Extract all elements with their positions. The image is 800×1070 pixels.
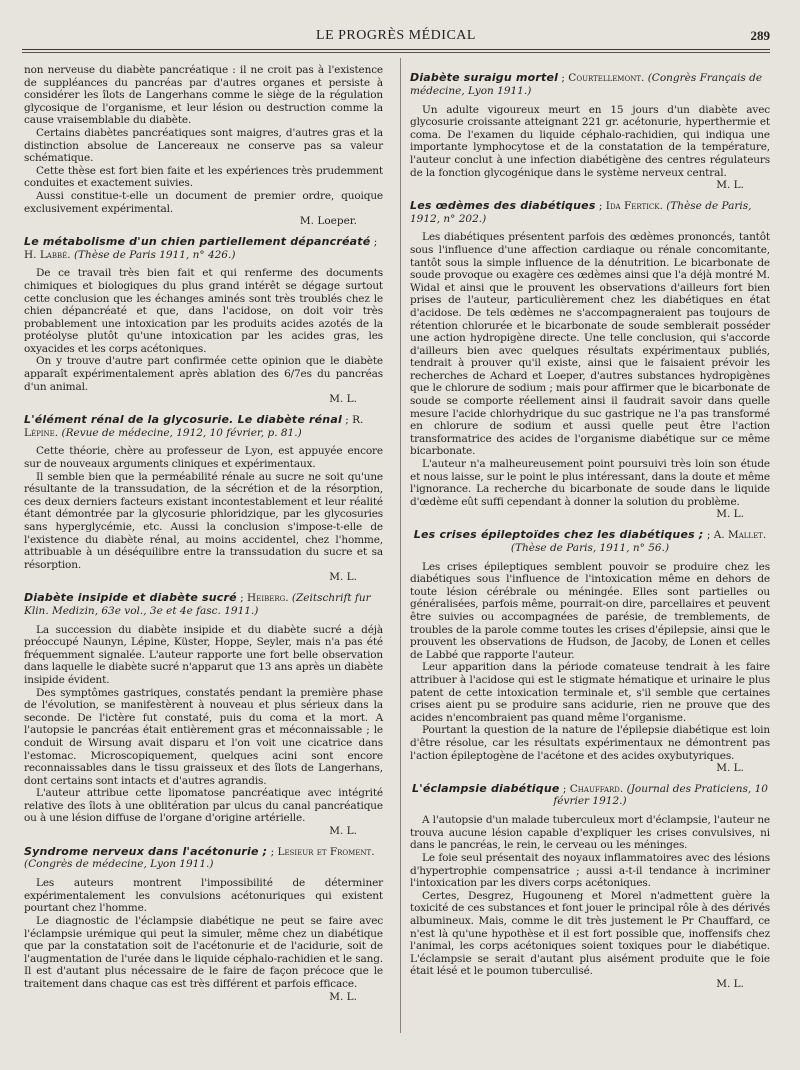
article-author: Courtellemont.: [568, 72, 645, 84]
review-article: [24, 236, 383, 406]
article-author: H. Labbé.: [24, 248, 71, 261]
signature: M. L.: [329, 990, 357, 1003]
article-source: (Congrès Français de médecine, Lyon 1911.): [410, 72, 763, 97]
review-article: [24, 414, 383, 584]
paragraph: Les crises épileptiques semblent pouvoir se produire chez les diabétiques sous l'influence de l'intoxication même en dehors de toute lésion cérébrale ou méningée. Elles sont partielles ou généralisées, parfois même, pourrait-on dire, parcellaires et peuvent être suivies ou accompagnées de parésie, de tremblements, de troubles de la parole comme toutes les crises d'épilepsie, ainsi que le prouvent les observations de Hudson, de Jacoby, de Lonen et celles de Labbé que rapporte l'auteur.: [410, 560, 770, 661]
review-article: [24, 592, 383, 838]
paragraph: non nerveuse du diabète pancréatique : il ne croit pas à l'existence de suppléances du pancréas par d'autres organes et persiste à considérer les îlots de Langerhans comme le siège de la régulation glycosique de l'organisme, et leur lésion ou destruction comme la cause vraisemblable du diabète.: [24, 64, 383, 127]
article-author: Ida Fertick.: [605, 199, 663, 212]
paragraph: Certains diabètes pancréatiques sont maigres, d'autres gras et la distinction absolue de Lancereaux ne conserve pas sa valeur schématique.: [24, 126, 383, 165]
article-title: L'éclampsie diabétique: [412, 781, 560, 795]
paragraph: A l'autopsie d'un malade tuberculeux mort d'éclampsie, l'auteur ne trouva aucune lésion capable d'expliquer les crises convulsives, ni dans le pancréas, le rein, le cerveau ou les méninges.: [410, 814, 770, 852]
running-title: LE PROGRÈS MÉDICAL: [316, 28, 476, 43]
article-source: (Thèse de Paris, 1911, n° 56.): [510, 541, 670, 554]
article-heading: L'élément rénal de la glycosurie. Le diabète rénal ; R. Lépine. (Revue de médecine, 1912, 10 février, p. 81.): [24, 412, 364, 439]
article-title: L'élément rénal de la glycosurie. Le diabète rénal: [24, 412, 342, 426]
paragraph: Les diabétiques présentent parfois des œdèmes prononcés, tantôt sous l'influence d'une affection cardiaque ou rénale concomitante, tantôt sous la simple influence de la dénutrition. Le bicarbonate de soude provoque ou exagère ces œdèmes ainsi que l'a déjà montré M. Widal et ainsi que le prouvent les observations d'ailleurs fort bien prises de l'auteur, particulièrement chez les diabétiques en état d'acidose. De tels œdèmes ne s'accompagneraient pas toujours de rétention chlorurée et le bicarbonate de soude semblerait posséder une action hydropigène directe. Une telle conclusion, qui s'accorde d'ailleurs bien avec quelques résultats expérimentaux publiés, tendrait à prouver qu'il existe, ainsi que le faisaient prévoir les recherches de Achard et Loeper, d'autres substances hydropigènes que le chlorure de sodium ; mais pour affirmer que le bicarbonate de soude se comporte réellement ainsi il faudrait savoir dans quelle mesure l'acide chlorhydrique du suc gastrique ne l'a pas transformé en chlorure de sodium et aussi quelle peut être l'action transformatrice des acides de l'organisme diabétique sur ce même bicarbonate.: [410, 231, 770, 458]
article-author: A. Mallet.: [713, 529, 767, 541]
signature: M. L.: [716, 179, 744, 192]
header-rule-thin: [22, 52, 770, 53]
article-author: Lesieur et Froment.: [277, 845, 375, 858]
paragraph: Le diagnostic de l'éclampsie diabétique ne peut se faire avec l'éclampsie urémique qui peut la simuler, même chez un diabétique que par la constatation soit de l'acétonurie et de l'acidurie, soit de l'augmentation de l'urée dans le liquide céphalo-rachidien et le sang. Il est d'autant plus nécessaire de le faire de façon précoce que le traitement dans chaque cas est très différent et parfois efficace.: [24, 915, 383, 990]
paragraph: Aussi constitue-t-elle un document de premier ordre, quoique exclusivement expérimental.: [24, 189, 383, 215]
article-source: (Journal des Praticiens, 10 février 1912.): [553, 782, 768, 808]
paragraph: Un adulte vigoureux meurt en 15 jours d'un diabète avec glycosurie croissante atteignant 221 gr. acétonurie, hyperthermie et coma. De l'examen du liquide céphalo-rachidien, qui indiqua une importante lymphocytose et de la constatation de la température, l'auteur conclut à une infection diabétigène des centres régulateurs de la fonction glycogénique dans le système nerveux central.: [410, 103, 770, 179]
review-article: [410, 72, 770, 192]
review-article: [410, 529, 770, 775]
signature: M. L.: [329, 393, 357, 406]
right-column: [410, 64, 770, 991]
paragraph: De ce travail très bien fait et qui renferme des documents chimiques et biologiques du plus grand intérêt se dégage surtout cette conclusion que les échanges aminés sont très troublés chez le chien dépancréaté et que, dans l'acidose, on doit voir très probablement une intoxication par les produits acides azotés de la protéolyse plutôt qu'une intoxication par les acides gras, les oxyacides et les corps acétoniques.: [24, 267, 383, 355]
page-header: [22, 20, 770, 50]
paragraph: Les auteurs montrent l'impossibilité de déterminer expérimentalement les convulsions acétonuriques qui existent pourtant chez l'homme.: [24, 877, 383, 915]
paragraph: Cette théorie, chère au professeur de Lyon, est appuyée encore sur de nouveaux arguments cliniques et expérimentaux.: [24, 445, 383, 471]
review-article: [410, 783, 770, 991]
page-number: 289: [750, 28, 770, 43]
signature: M. L.: [716, 978, 744, 990]
article-heading: Diabète suraigu mortel ; Courtellemont. (Congrès Français de médecine, Lyon 1911.): [410, 71, 763, 97]
paragraph: L'auteur attribue cette lipomatose pancréatique avec intégrité relative des îlots à une oblitération par ulcus du canal pancréatique ou à une lésion diffuse de l'organe d'origine artérielle.: [24, 787, 383, 825]
article-author: Chauffard.: [569, 782, 624, 795]
signature: M. L.: [329, 571, 357, 584]
paragraph: Cette thèse est fort bien faite et les expériences très prudemment conduites et exactement suivies.: [24, 164, 383, 190]
article-author: R. Lépine.: [24, 413, 364, 439]
article-heading: Diabète insipide et diabète sucré ; Heiberg. (Zeitschrift fur Klin. Medizin, 63e vol., 3e et 4e fasc. 1911.): [24, 590, 371, 617]
article-source: (Thèse de Paris 1911, n° 426.): [73, 248, 236, 261]
paragraph: Des symptômes gastriques, constatés pendant la première phase de l'évolution, se manifestèrent à nouveau et plus sérieux dans la seconde. De l'ictère fut constaté, puis du coma et la mort. A l'autopsie le pancréas était entièrement gras et méconnaissable ; le conduit de Wirsung avait disparu et l'on voit une cicatrice dans l'estomac. Microscopiquement, quelques acini sont encore reconnaissables dans le tissu graisseux et des îlots de Langerhans, dont certains sont intacts et d'autres agrandis.: [24, 686, 383, 787]
header-rule: [22, 49, 770, 50]
article-title: Les œdèmes des diabétiques: [410, 198, 596, 212]
intro-continuation: [24, 64, 383, 228]
signature: M. L.: [329, 825, 357, 838]
article-title: Le métabolisme d'un chien partiellement dépancréaté: [24, 234, 371, 248]
review-article: [24, 846, 383, 1004]
article-title: Syndrome nerveux dans l'acétonurie ;: [24, 844, 268, 858]
article-source: (Thèse de Paris, 1912, n° 202.): [410, 199, 752, 225]
paragraph: Leur apparition dans la période comateuse tendrait à les faire attribuer à l'acidose qui est le stigmate hématique et urinaire le plus patent de cette intoxication terminale et, s'il semble que certaines crises aient pu se produire sans acidurie, rien ne prouve que des acides n'encombraient pas quand même l'organisme.: [410, 661, 770, 724]
paragraph: Pourtant la question de la nature de l'épilepsie diabétique est loin d'être résolue, car les résultats expérimentaux ne démontrent pas l'action épileptogène de l'acétone et des acides oxybutyriques.: [410, 724, 770, 762]
article-heading: Syndrome nerveux dans l'acétonurie ; ; Lesieur et Froment. (Congrès de médecine, Lyon 1911.): [24, 844, 375, 871]
paragraph: Il semble bien que la perméabilité rénale au sucre ne soit qu'une résultante de la transsudation, de la sécrétion et de la résorption, ces deux derniers facteurs existant incontestablement et leur réalité étant démontrée par la glycosurie phloridzique, par les glycosuries sans hyperglycémie, etc. Aussi la conclusion s'impose-t-elle de l'existence du diabète rénal, au moins accidentel, chez l'homme, attribuable à un déséquilibre entre la transsudation du sucre et sa résorption.: [24, 470, 383, 571]
paragraph: L'auteur n'a malheureusement point poursuivi très loin son étude et nous laisse, sur le point le plus intéressant, dans la doute et même l'ignorance. La recherche du bicarbonate de soude dans le liquide d'œdème eût suffi cependant à donner la solution du problème.: [410, 458, 770, 508]
article-title: Diabète suraigu mortel: [410, 71, 559, 84]
article-heading: L'éclampsie diabétique ; Chauffard. (Journal des Praticiens, 10 février 1912.): [412, 781, 768, 808]
review-article: [410, 200, 770, 521]
left-column: [24, 64, 383, 1003]
signature: M. L.: [716, 762, 744, 775]
article-source: (Revue de médecine, 1912, 10 février, p. 81.): [61, 426, 302, 439]
article-author: Heiberg.: [247, 591, 289, 604]
article-title: Les crises épileptoïdes chez les diabétiques ;: [413, 528, 704, 541]
signature: M. Loeper.: [299, 215, 357, 228]
paragraph: La succession du diabète insipide et du diabète sucré a déjà préoccupé Naunyn, Lépine, Küster, Hoppe, Seyler, mais n'a pas été fréquemment signalée. L'auteur rapporte une fort belle observation dans laquelle le diabète sucré n'apparut que 13 ans après un diabète insipide évident.: [24, 623, 383, 686]
left-articles: [24, 236, 383, 1003]
signature: M. L.: [716, 508, 744, 521]
column-divider: [400, 58, 401, 1033]
article-title: Diabète insipide et diabète sucré: [24, 590, 237, 604]
article-source: (Zeitschrift fur Klin. Medizin, 63e vol., 3e et 4e fasc. 1911.): [24, 591, 371, 617]
article-heading: Les crises épileptoïdes chez les diabétiques ; ; A. Mallet. (Thèse de Paris, 1911, n° 56.): [413, 528, 767, 554]
article-heading: Les œdèmes des diabétiques ; Ida Fertick. (Thèse de Paris, 1912, n° 202.): [410, 198, 752, 225]
article-heading: Le métabolisme d'un chien partiellement dépancréaté ; H. Labbé. (Thèse de Paris 1911, n° 426.): [24, 234, 378, 261]
paragraph: Le foie seul présentait des noyaux inflammatoires avec des lésions d'hypertrophie compensatrice ; aussi a-t-il tendance à incriminer l'intoxication par les divers corps acétoniques.: [410, 852, 770, 890]
paragraph: On y trouve d'autre part confirmée cette opinion que le diabète apparaît expérimentalement après ablation des 6/7es du pancréas d'un animal.: [24, 355, 383, 393]
paragraph: Certes, Desgrez, Hugouneng et Morel n'admettent guère la toxicité de ces substances et font jouer le principal rôle à des dérivés albumineux. Mais, comme le dit très justement le Pr Chauffard, ce n'est là qu'une hypothèse et il est fort possible que, inoffensifs chez l'animal, les corps acétoniques soient toxiques pour le diabétique. L'éclampsie se serait d'autant plus aisément produite que le foie était lésé et le poumon tuberculisé.: [410, 889, 770, 978]
article-source: (Congrès de médecine, Lyon 1911.): [24, 858, 214, 871]
right-articles: [410, 72, 770, 991]
